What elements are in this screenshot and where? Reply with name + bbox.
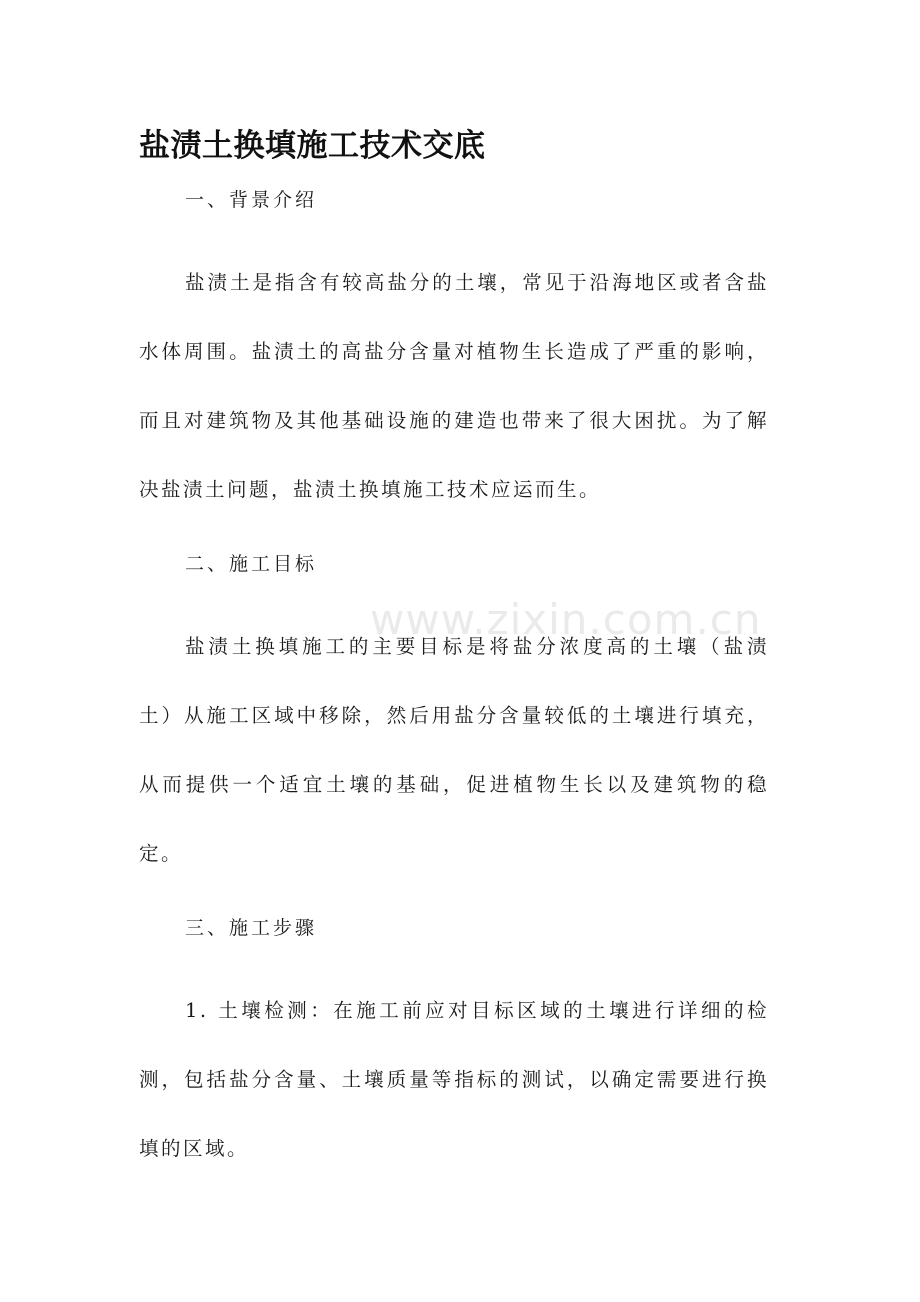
paragraph-goal: 盐渍土换填施工的主要目标是将盐分浓度高的土壤（盐渍土）从施工区域中移除，然后用盐分含量较低的土壤进行填充，从而提供一个适宜土壤的基础，促进植物生长以及建筑物的稳定。 [139,635,769,865]
section-heading-steps: 三、施工步骤 [185,917,318,939]
section-heading-goal: 二、施工目标 [185,553,318,575]
paragraph-step-1: 1. 土壤检测：在施工前应对目标区域的土壤进行详细的检测，包括盐分含量、土壤质量等指标的测试，以确定需要进行换填的区域。 [139,999,769,1160]
section-heading-background: 一、背景介绍 [185,189,318,211]
paragraph-background: 盐渍土是指含有较高盐分的土壤，常见于沿海地区或者含盐水体周围。盐渍土的高盐分含量对植物生长造成了严重的影响，而且对建筑物及其他基础设施的建造也带来了很大困扰。为了解决盐渍土问题，盐渍土换填施工技术应运而生。 [139,271,769,501]
document-title: 盐渍土换填施工技术交底 [139,128,486,164]
watermark: www.zixin.com.cn [370,595,762,644]
